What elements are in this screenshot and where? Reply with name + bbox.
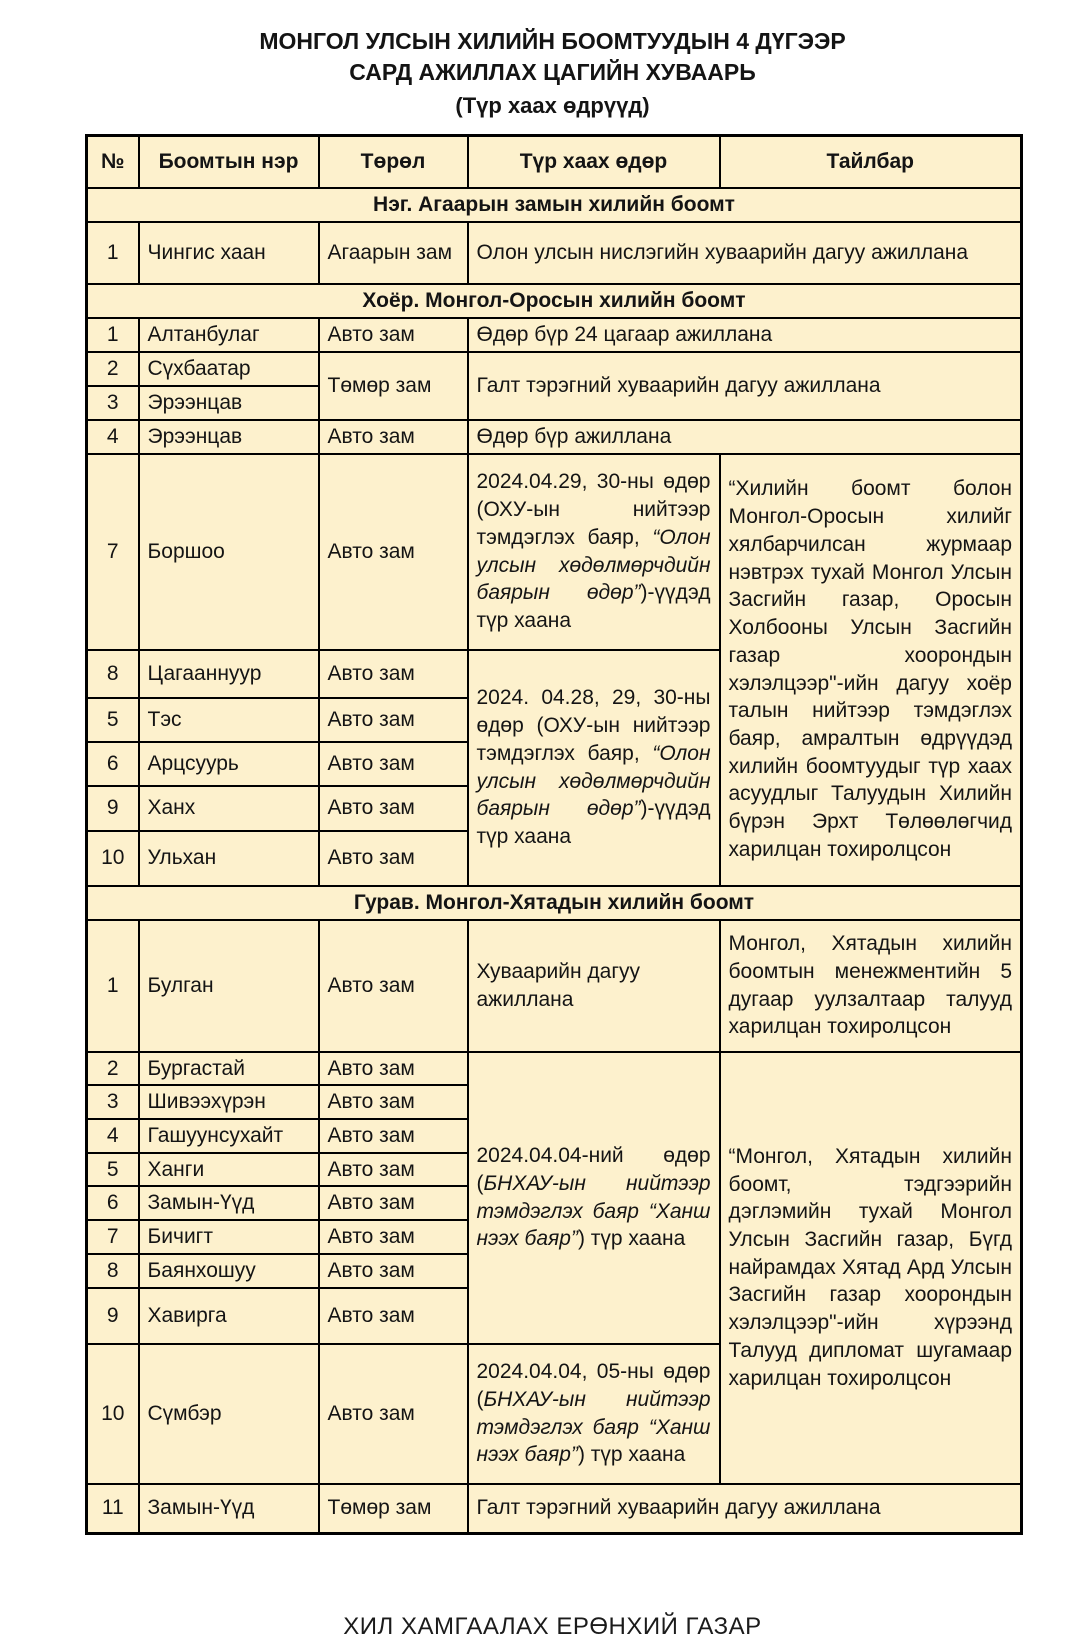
section-china-header-row <box>87 886 1022 920</box>
cell-ru5-no: 5 <box>87 698 139 742</box>
section-russia-header-row <box>87 284 1022 318</box>
cell-air1-days: Олон улсын нислэгийн хуваарийн дагуу ажиллана <box>468 222 1022 284</box>
cell-cn1-type: Авто зам <box>319 920 468 1052</box>
cell-ru10-name: Ульхан <box>139 831 319 886</box>
cell-ru5-type: Авто зам <box>319 698 468 742</box>
cell-china-group-days: 2024.04.04-ний өдөр (БНХАУ-ын нийтээр тэмдэглэх баяр “Ханш нээх баяр”) түр хаана <box>468 1052 720 1344</box>
cell-ru1-name: Алтанбулаг <box>139 318 319 352</box>
cell-cn4-type: Авто зам <box>319 1119 468 1153</box>
cell-cn1-remarks: Монгол, Хятадын хилийн боомтын менежментийн 5 дугаар уулзалтаар талууд харилцан тохиролцсон <box>720 920 1022 1052</box>
cell-cn11-name: Замын-Үүд <box>139 1484 319 1534</box>
table-row <box>87 222 1022 284</box>
issuing-authority: ХИЛ ХАМГААЛАХ ЕРӨНХИЙ ГАЗАР <box>343 1613 762 1641</box>
cell-cn10-name: Сүмбэр <box>139 1344 319 1484</box>
cell-ru3-name: Эрээнцав <box>139 386 319 420</box>
cell-cn11-no: 11 <box>87 1484 139 1534</box>
cell-cn4-name: Гашуунсухайт <box>139 1119 319 1153</box>
cell-cn5-name: Ханги <box>139 1153 319 1187</box>
cell-russia-remarks: “Хилийн боомт болон Монгол-Оросын хилийг хялбарчилсан журмаар нэвтрэх тухай Монгол Улсын Засгийн газар, Оросын Холбооны Улсын Засгийн газар хоорондын хэлэлцээр"-ийн дагуу хоёр талын нийтээр тэмдэглэх баяр, амралтын өдрүүдэд хилийн боомтуудыг түр хаах асуудлыг Талуудын Хилийн бүрэн Эрхт Төлөөлөгчид харилцан тохиролцсон <box>720 454 1022 886</box>
cell-ru2-no: 2 <box>87 352 139 386</box>
cell-cn2-name: Бургастай <box>139 1052 319 1086</box>
cell-ru7-no: 7 <box>87 454 139 650</box>
cell-air1-type: Агаарын зам <box>319 222 468 284</box>
cell-cn5-no: 5 <box>87 1153 139 1187</box>
cell-ru4-type: Авто зам <box>319 420 468 454</box>
cell-cn10-type: Авто зам <box>319 1344 468 1484</box>
header-type: Төрөл <box>319 136 468 188</box>
cell-air1-name: Чингис хаан <box>139 222 319 284</box>
border-crossing-schedule-table <box>85 134 1023 1535</box>
cell-cn1-name: Булган <box>139 920 319 1052</box>
cell-ru7-name: Боршоо <box>139 454 319 650</box>
table-row <box>87 318 1022 352</box>
section-russia-title: Хоёр. Монгол-Оросын хилийн боомт <box>87 284 1022 318</box>
cell-cn4-no: 4 <box>87 1119 139 1153</box>
cell-cn3-type: Авто зам <box>319 1085 468 1119</box>
cell-ru1-days: Өдөр бүр 24 цагаар ажиллана <box>468 318 1022 352</box>
cell-ru2-name: Сүхбаатар <box>139 352 319 386</box>
cell-cn9-type: Авто зам <box>319 1288 468 1344</box>
table-row <box>87 1052 1022 1086</box>
cell-ru3-no: 3 <box>87 386 139 420</box>
section-air-title: Нэг. Агаарын замын хилийн боомт <box>87 188 1022 222</box>
cell-ru6-type: Авто зам <box>319 742 468 786</box>
header-no: № <box>87 136 139 188</box>
cell-cn7-type: Авто зам <box>319 1220 468 1254</box>
cell-ru7-days: 2024.04.29, 30-ны өдөр (ОХУ-ын нийтээр тэмдэглэх баяр, “Олон улсын хөдөлмөрчдийн баярын өдөр”)-үүдэд түр хаана <box>468 454 720 650</box>
cell-ru10-no: 10 <box>87 831 139 886</box>
cell-cn7-name: Бичигт <box>139 1220 319 1254</box>
cell-ru7-type: Авто зам <box>319 454 468 650</box>
cell-ru4-days: Өдөр бүр ажиллана <box>468 420 1022 454</box>
cell-ru8-name: Цагааннуур <box>139 650 319 698</box>
cell-cn5-type: Авто зам <box>319 1153 468 1187</box>
title-line-2: САРД АЖИЛЛАХ ЦАГИЙН ХУВААРЬ <box>349 59 756 85</box>
cell-cn2-no: 2 <box>87 1052 139 1086</box>
table-row <box>87 1484 1022 1534</box>
header-days: Түр хаах өдөр <box>468 136 720 188</box>
cell-cn3-no: 3 <box>87 1085 139 1119</box>
cell-russia-group-days: 2024. 04.28, 29, 30-ны өдөр (ОХУ-ын нийтээр тэмдэглэх баяр, “Олон улсын хөдөлмөрчдийн баярын өдөр”)-үүдэд түр хаана <box>468 650 720 886</box>
cell-ru9-type: Авто зам <box>319 786 468 831</box>
cell-cn8-type: Авто зам <box>319 1254 468 1288</box>
cell-cn9-name: Хавирга <box>139 1288 319 1344</box>
cell-cn11-type: Төмөр зам <box>319 1484 468 1534</box>
cell-cn6-type: Авто зам <box>319 1186 468 1220</box>
title-line-3: (Түр хаах өдрүүд) <box>455 93 650 118</box>
table-row <box>87 420 1022 454</box>
cell-ru8-type: Авто зам <box>319 650 468 698</box>
cell-ru10-type: Авто зам <box>319 831 468 886</box>
cell-ru6-name: Арцсуурь <box>139 742 319 786</box>
cell-rail-type: Төмөр зам <box>319 352 468 420</box>
cell-china-remarks: “Монгол, Хятадын хилийн боомт, тэдгээрийн дэглэмийн тухай Монгол Улсын Засгийн газар, Бүгд найрамдах Хятад Ард Улсын Засгийн газар хоорондын хэлэлцээр"-ийн хүрээнд Талууд дипломат шугамаар харилцан тохиролцсон <box>720 1052 1022 1484</box>
header-remarks: Тайлбар <box>720 136 1022 188</box>
cell-ru8-no: 8 <box>87 650 139 698</box>
cell-cn1-no: 1 <box>87 920 139 1052</box>
header-name: Боомтын нэр <box>139 136 319 188</box>
document-content <box>85 26 1020 1641</box>
cell-cn6-name: Замын-Үүд <box>139 1186 319 1220</box>
cell-ru1-type: Авто зам <box>319 318 468 352</box>
table-header-row <box>87 136 1022 188</box>
cell-ru4-no: 4 <box>87 420 139 454</box>
document-title <box>143 26 963 88</box>
cell-rail-days: Галт тэрэгний хуваарийн дагуу ажиллана <box>468 352 1022 420</box>
cell-cn11-days: Галт тэрэгний хуваарийн дагуу ажиллана <box>468 1484 1022 1534</box>
cell-cn1-days: Хуваарийн дагуу ажиллана <box>468 920 720 1052</box>
cell-cn3-name: Шивээхүрэн <box>139 1085 319 1119</box>
cell-cn8-name: Баянхошуу <box>139 1254 319 1288</box>
table-row <box>87 352 1022 386</box>
cell-ru9-name: Ханх <box>139 786 319 831</box>
cell-cn10-days: 2024.04.04, 05-ны өдөр (БНХАУ-ын нийтээр тэмдэглэх баяр “Ханш нээх баяр”) түр хаана <box>468 1344 720 1484</box>
cell-air1-no: 1 <box>87 222 139 284</box>
cell-cn2-type: Авто зам <box>319 1052 468 1086</box>
title-line-1: МОНГОЛ УЛСЫН ХИЛИЙН БООМТУУДЫН 4 ДҮГЭЭР <box>259 28 846 54</box>
cell-cn9-no: 9 <box>87 1288 139 1344</box>
cell-ru6-no: 6 <box>87 742 139 786</box>
cell-ru1-no: 1 <box>87 318 139 352</box>
cell-cn8-no: 8 <box>87 1254 139 1288</box>
section-china-title: Гурав. Монгол-Хятадын хилийн боомт <box>87 886 1022 920</box>
cell-ru4-name: Эрээнцав <box>139 420 319 454</box>
cell-ru5-name: Тэс <box>139 698 319 742</box>
cell-cn10-no: 10 <box>87 1344 139 1484</box>
cell-cn7-no: 7 <box>87 1220 139 1254</box>
table-row <box>87 920 1022 1052</box>
section-air-header-row <box>87 188 1022 222</box>
cell-cn6-no: 6 <box>87 1186 139 1220</box>
cell-ru9-no: 9 <box>87 786 139 831</box>
table-row <box>87 454 1022 650</box>
